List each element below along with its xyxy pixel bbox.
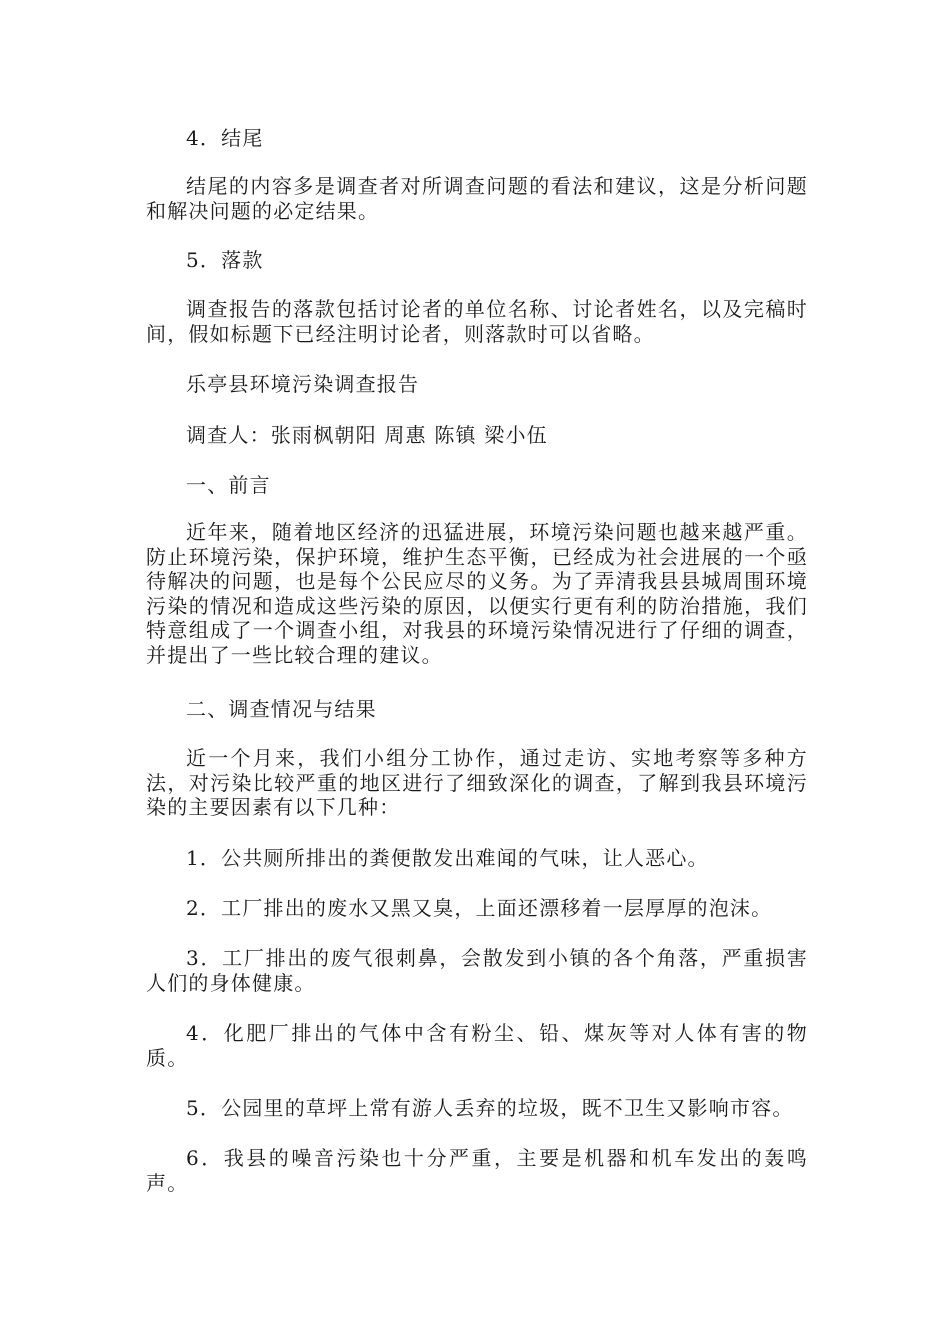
section-heading-preface: 一、前言 (186, 473, 271, 497)
paragraph-preface: 近年来，随着地区经济的迅猛进展，环境污染问题也越来越严重。防止环境污染，保护环境，维护生态平衡，已经成为社会进展的一个亟待解决的问题，也是每个公民应尽的义务。为了弄清我县县城周围环境污染的情况和造成这些污染的原因，以便实行更有利的防治措施，我们特意组成了一个调查小组，对我县的环境污染情况进行了仔细的调查，并提出了一些比较合理的建议。 (146, 520, 808, 667)
list-item-1: 1．公共厕所排出的粪便散发出难闻的气味，让人恶心。 (186, 846, 709, 870)
list-item-4: 4．化肥厂排出的气体中含有粉尘、铅、煤灰等对人体有害的物质。 (146, 1021, 808, 1070)
list-item-2: 2．工厂排出的废水又黑又臭，上面还漂移着一层厚厚的泡沫。 (186, 896, 773, 920)
section-heading-ending: 4．结尾 (186, 126, 264, 150)
section-heading-signature: 5．落款 (186, 248, 264, 272)
list-item-3: 3．工厂排出的废气很刺鼻，会散发到小镇的各个角落，严重损害人们的身体健康。 (146, 946, 808, 995)
paragraph-ending-content: 结尾的内容多是调查者对所调查问题的看法和建议，这是分析问题和解决问题的必定结果。 (146, 174, 808, 223)
report-title: 乐亭县环境污染调查报告 (186, 372, 420, 396)
list-item-6: 6．我县的噪音污染也十分严重，主要是机器和机车发出的轰鸣声。 (146, 1146, 808, 1195)
report-authors: 调查人：张雨枫朝阳 周惠 陈镇 梁小伍 (186, 423, 548, 447)
list-item-5: 5．公园里的草坪上常有游人丢弃的垃圾，既不卫生又影响市容。 (186, 1096, 794, 1120)
paragraph-results-intro: 近一个月来，我们小组分工协作，通过走访、实地考察等多种方法，对污染比较严重的地区进行了细致深化的调查，了解到我县环境污染的主要因素有以下几种： (146, 746, 808, 819)
paragraph-signature-content: 调查报告的落款包括讨论者的单位名称、讨论者姓名，以及完稿时间，假如标题下已经注明讨论者，则落款时可以省略。 (146, 297, 808, 346)
section-heading-results: 二、调查情况与结果 (186, 697, 377, 721)
